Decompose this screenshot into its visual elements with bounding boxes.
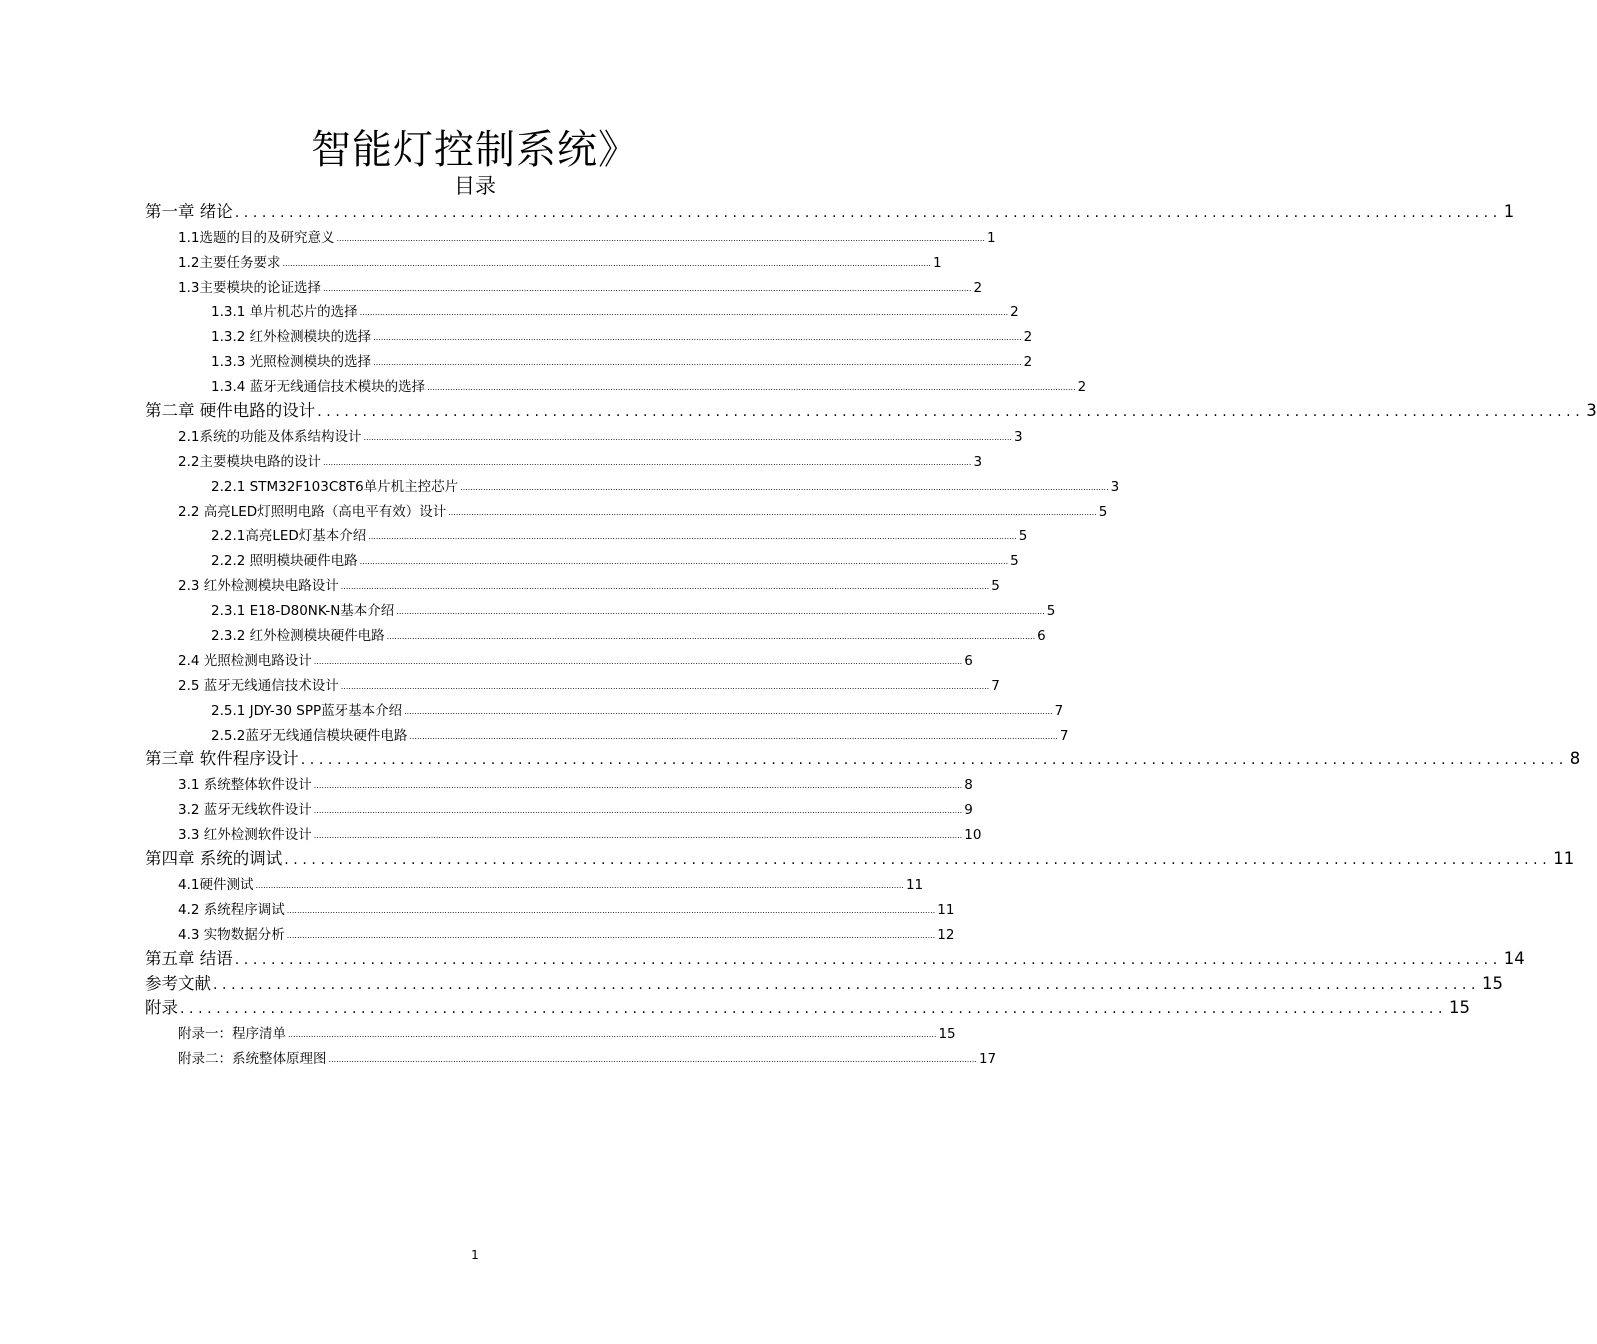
toc-entry-page: 10	[964, 827, 982, 844]
toc-section-entry[interactable]	[0, 671, 1000, 696]
dot-leader: ...............................................................................................................................................................................................................................................................	[363, 432, 1012, 442]
page-number: 1	[471, 1248, 479, 1262]
toc-entry-title: 1.3主要模块的论证选择	[178, 279, 321, 296]
toc-section-entry[interactable]	[0, 596, 1056, 621]
toc-entry-title: 附录一：程序清单	[178, 1026, 286, 1043]
toc-section-entry[interactable]	[0, 795, 973, 820]
toc-section-entry[interactable]	[0, 895, 955, 920]
toc-chapter-entry[interactable]	[0, 198, 1515, 223]
toc-chapter-entry[interactable]	[0, 995, 1471, 1020]
toc-entry-title: 2.3 红外检测模块电路设计	[178, 578, 339, 595]
toc-entry-title: 第二章 硬件电路的设计	[145, 401, 316, 421]
toc-entry-title: 2.2.1 STM32F103C8T6单片机主控芯片	[211, 478, 459, 495]
toc-section-entry[interactable]	[0, 347, 1033, 372]
toc-section-entry[interactable]	[0, 721, 1069, 746]
toc-section-entry[interactable]	[0, 1019, 956, 1044]
toc-entry-page: 3	[973, 453, 983, 470]
dot-leader: ...............................................................................................................................................................................................................................................................	[286, 930, 936, 940]
toc-entry-page: 6	[1037, 628, 1046, 645]
dot-leader: ...............................................................................................................................................................................................................................................................	[255, 880, 904, 890]
dot-leader: ...............................................................................................................................................................................................................................................................	[336, 233, 985, 243]
document-title: 智能灯控制系统》	[311, 127, 639, 173]
dot-leader: ...............................................................................................................................................................................................................................................................	[460, 482, 1109, 492]
table-of-contents	[0, 198, 1597, 1069]
dot-leader: ............................................................................................................................................	[317, 404, 1585, 421]
toc-section-entry[interactable]	[0, 372, 1087, 397]
dot-leader: ...............................................................................................................................................................................................................................................................	[286, 905, 936, 915]
toc-heading: 目录	[454, 174, 496, 198]
toc-entry-page: 3	[1013, 428, 1023, 445]
toc-entry-page: 3	[1110, 478, 1120, 495]
toc-entry-title: 第五章 结语	[145, 948, 233, 968]
dot-leader: ...............................................................................................................................................................................................................................................................	[409, 731, 1058, 741]
toc-entry-page: 12	[937, 926, 955, 943]
dot-leader: ...............................................................................................................................................................................................................................................................	[313, 806, 963, 816]
toc-entry-page: 5	[1010, 553, 1019, 570]
toc-entry-title: 2.4 光照检测电路设计	[178, 652, 312, 669]
toc-entry-page: 5	[1046, 603, 1056, 620]
toc-entry-page: 3	[1586, 401, 1597, 421]
toc-entry-title: 2.3.2 红外检测模块硬件电路	[211, 628, 385, 645]
dot-leader: ...............................................................................................................................................................................................................................................................	[288, 1030, 937, 1040]
toc-entry-title: 3.3 红外检测软件设计	[178, 827, 312, 844]
toc-entry-page: 7	[1054, 702, 1064, 719]
toc-section-entry[interactable]	[0, 497, 1108, 522]
toc-section-entry[interactable]	[0, 646, 973, 671]
toc-entry-page: 11	[905, 876, 924, 893]
toc-section-entry[interactable]	[0, 696, 1064, 721]
toc-entry-title: 参考文献	[145, 973, 211, 993]
dot-leader: ...............................................................................................................................................................................................................................................................	[340, 582, 990, 592]
toc-section-entry[interactable]	[0, 920, 955, 945]
toc-entry-page: 11	[937, 901, 955, 918]
toc-section-entry[interactable]	[0, 273, 983, 298]
toc-entry-page: 7	[1059, 727, 1069, 744]
dot-leader: ...............................................................................................................................................................................................................................................................	[386, 632, 1036, 642]
toc-section-entry[interactable]	[0, 770, 973, 795]
toc-chapter-entry[interactable]	[0, 845, 1575, 870]
toc-section-entry[interactable]	[0, 522, 1028, 547]
dot-leader: ...............................................................................................................................................................................................................................................................	[373, 358, 1022, 368]
toc-entry-page: 2	[1023, 354, 1033, 371]
toc-section-entry[interactable]	[0, 820, 982, 845]
dot-leader: ............................................................................................................................................	[234, 951, 1502, 968]
toc-section-entry[interactable]	[0, 447, 983, 472]
dot-leader: ...............................................................................................................................................................................................................................................................	[313, 831, 963, 841]
toc-entry-page: 9	[964, 802, 973, 819]
dot-leader: ............................................................................................................................................	[180, 1001, 1448, 1018]
toc-entry-title: 附录二：系统整体原理图	[178, 1051, 327, 1068]
toc-entry-page: 15	[1449, 998, 1471, 1018]
toc-entry-title: 2.5 蓝牙无线通信技术设计	[178, 677, 339, 694]
dot-leader: ...............................................................................................................................................................................................................................................................	[359, 308, 1009, 318]
dot-leader: ...............................................................................................................................................................................................................................................................	[427, 383, 1076, 393]
toc-entry-page: 5	[991, 578, 1000, 595]
toc-entry-title: 第四章 系统的调试	[145, 849, 283, 869]
dot-leader: ............................................................................................................................................	[213, 976, 1481, 993]
toc-entry-title: 4.3 实物数据分析	[178, 926, 285, 943]
toc-section-entry[interactable]	[0, 870, 950, 895]
toc-entry-title: 1.3.4 蓝牙无线通信技术模块的选择	[211, 379, 426, 396]
toc-chapter-entry[interactable]	[0, 970, 1504, 995]
toc-section-entry[interactable]	[0, 322, 1033, 347]
toc-chapter-entry[interactable]	[0, 746, 1581, 771]
toc-entry-page: 2	[1077, 379, 1087, 396]
toc-section-entry[interactable]	[0, 422, 1023, 447]
dot-leader: ............................................................................................................................................	[284, 852, 1552, 869]
toc-entry-page: 14	[1503, 948, 1525, 968]
toc-section-entry[interactable]	[0, 546, 1019, 571]
toc-entry-title: 第三章 软件程序设计	[145, 749, 299, 769]
toc-section-entry[interactable]	[0, 1044, 997, 1069]
dot-leader: ............................................................................................................................................	[300, 752, 1568, 769]
dot-leader: ...............................................................................................................................................................................................................................................................	[448, 507, 1097, 517]
toc-entry-page: 8	[964, 777, 973, 794]
toc-entry-title: 1.2主要任务要求	[178, 254, 281, 271]
toc-entry-title: 2.5.1 JDY-30 SPP蓝牙基本介绍	[211, 702, 403, 719]
toc-entry-title: 4.1硬件测试	[178, 876, 254, 893]
dot-leader: ...............................................................................................................................................................................................................................................................	[404, 706, 1053, 716]
dot-leader: ...............................................................................................................................................................................................................................................................	[328, 1055, 977, 1065]
dot-leader: ...............................................................................................................................................................................................................................................................	[359, 557, 1009, 567]
dot-leader: ...............................................................................................................................................................................................................................................................	[322, 457, 972, 467]
toc-entry-page: 1	[1503, 201, 1515, 221]
toc-entry-page: 5	[1018, 528, 1028, 545]
toc-entry-title: 2.3.1 E18-D80NK-N基本介绍	[211, 603, 395, 620]
toc-entry-page: 1	[932, 254, 942, 271]
dot-leader: ...............................................................................................................................................................................................................................................................	[373, 333, 1022, 343]
dot-leader: ...............................................................................................................................................................................................................................................................	[396, 607, 1045, 617]
toc-entry-title: 1.3.2 红外检测模块的选择	[211, 329, 372, 346]
toc-entry-page: 2	[1010, 304, 1019, 321]
dot-leader: ...............................................................................................................................................................................................................................................................	[282, 258, 931, 268]
toc-entry-title: 3.1 系统整体软件设计	[178, 777, 312, 794]
toc-section-entry[interactable]	[0, 248, 950, 273]
toc-section-entry[interactable]	[0, 621, 1046, 646]
dot-leader: ............................................................................................................................................	[234, 204, 1502, 221]
toc-chapter-entry[interactable]	[0, 397, 1597, 422]
toc-section-entry[interactable]	[0, 223, 996, 248]
toc-entry-page: 15	[938, 1026, 956, 1043]
toc-entry-title: 2.2.1高亮LED灯基本介绍	[211, 528, 367, 545]
dot-leader: ...............................................................................................................................................................................................................................................................	[340, 681, 990, 691]
toc-entry-title: 2.2主要模块电路的设计	[178, 453, 321, 470]
toc-entry-page: 8	[1569, 749, 1581, 769]
toc-section-entry[interactable]	[0, 298, 1019, 323]
toc-entry-title: 1.3.1 单片机芯片的选择	[211, 304, 358, 321]
toc-entry-title: 第一章 绪论	[145, 201, 233, 221]
toc-entry-page: 2	[1023, 329, 1033, 346]
toc-entry-page: 15	[1482, 973, 1504, 993]
toc-entry-title: 2.2 高亮LED灯照明电路（高电平有效）设计	[178, 503, 447, 520]
toc-entry-title: 1.3.3 光照检测模块的选择	[211, 354, 372, 371]
toc-entry-title: 2.1系统的功能及体系结构设计	[178, 428, 362, 445]
dot-leader: ...............................................................................................................................................................................................................................................................	[313, 781, 963, 791]
dot-leader: ...............................................................................................................................................................................................................................................................	[322, 283, 972, 293]
toc-entry-title: 2.5.2蓝牙无线通信模块硬件电路	[211, 727, 408, 744]
toc-entry-title: 1.1选题的目的及研究意义	[178, 229, 335, 246]
toc-entry-page: 1	[986, 229, 996, 246]
toc-entry-page: 7	[991, 677, 1000, 694]
toc-entry-title: 2.2.2 照明模块硬件电路	[211, 553, 358, 570]
toc-entry-title: 附录	[145, 998, 178, 1018]
toc-entry-page: 11	[1553, 849, 1575, 869]
toc-entry-page: 17	[978, 1051, 997, 1068]
toc-entry-title: 3.2 蓝牙无线软件设计	[178, 802, 312, 819]
toc-section-entry[interactable]	[0, 472, 1120, 497]
toc-chapter-entry[interactable]	[0, 945, 1525, 970]
toc-section-entry[interactable]	[0, 571, 1000, 596]
toc-entry-title: 4.2 系统程序调试	[178, 901, 285, 918]
dot-leader: ...............................................................................................................................................................................................................................................................	[368, 532, 1017, 542]
toc-entry-page: 6	[964, 652, 973, 669]
toc-entry-page: 5	[1098, 503, 1108, 520]
toc-entry-page: 2	[973, 279, 983, 296]
dot-leader: ...............................................................................................................................................................................................................................................................	[313, 656, 963, 666]
